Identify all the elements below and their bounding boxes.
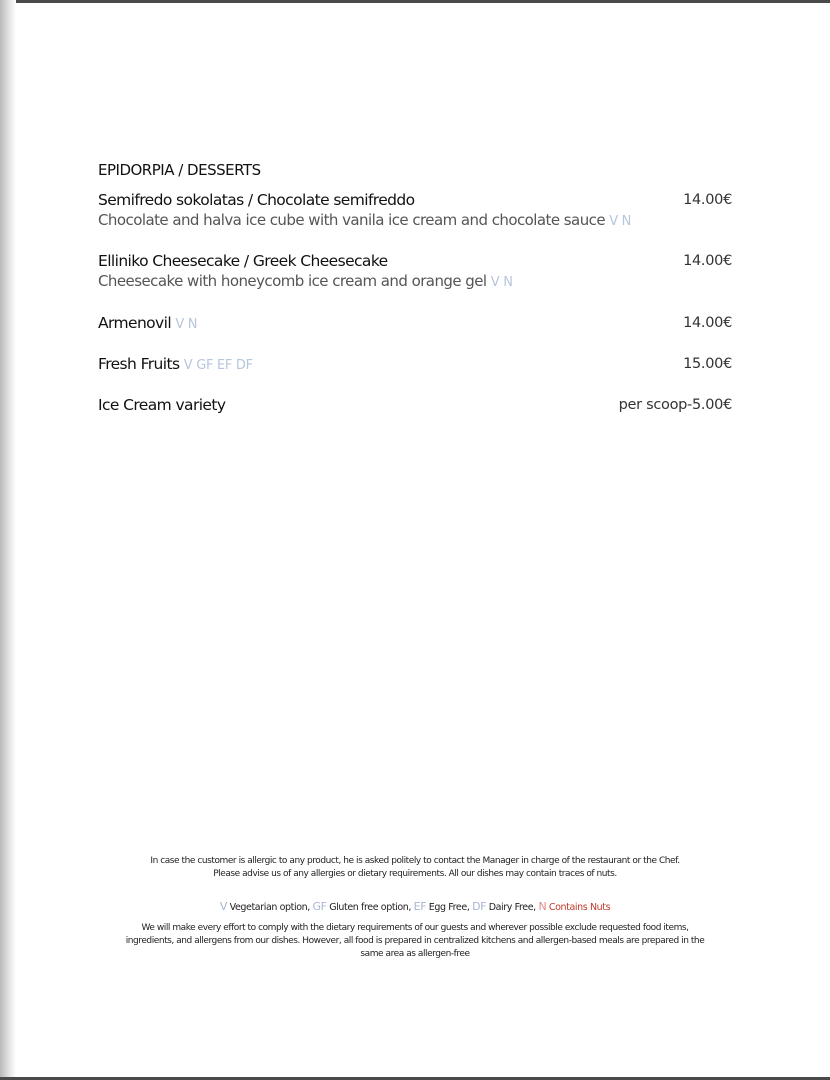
item-name: Armenovil (98, 314, 172, 332)
item-name-line (98, 313, 732, 335)
item-name: Ice Cream variety (98, 396, 226, 414)
top-border (0, 0, 830, 3)
item-price: per scoop-5.00€ (618, 397, 732, 413)
item-price: 14.00€ (683, 192, 732, 208)
kitchen-notice-line: ingredients, and allergens from our dishes. However, all food is prepared in centralized kitchens and allergen-based meals are prepared in the (125, 936, 705, 946)
legend-abbr-df: DF (472, 900, 487, 913)
menu-item (98, 395, 732, 415)
allergen-footer (90, 855, 740, 961)
legend-abbr-n: N (538, 900, 547, 913)
dietary-tags: V GF EF DF (183, 358, 253, 373)
item-price: 15.00€ (683, 356, 732, 372)
kitchen-notice (90, 922, 740, 961)
dietary-tags: V N (609, 214, 632, 229)
kitchen-notice-line: same area as allergen-free (360, 949, 470, 959)
legend-label-v: Vegetarian option, (229, 902, 310, 913)
legend-label-gf: Gluten free option, (329, 902, 412, 913)
page-edge-shadow (0, 0, 16, 1080)
menu-item (98, 190, 732, 232)
legend-abbr-ef: EF (413, 900, 427, 913)
legend-abbr-v: V (219, 900, 227, 913)
menu-item (98, 251, 732, 293)
dietary-tags: V N (175, 317, 198, 332)
item-name: Elliniko Cheesecake / Greek Cheesecake (98, 252, 388, 270)
item-name: Semifredo sokolatas / Chocolate semifreddo (98, 191, 415, 209)
dessert-menu (98, 160, 732, 415)
item-description-text: Cheesecake with honeycomb ice cream and orange gel (98, 272, 487, 290)
kitchen-notice-line: We will make every effort to comply with the dietary requirements of our guests and wherever possible exclude requested food items, (141, 923, 689, 933)
dietary-tags: V N (490, 275, 513, 290)
legend-label-n: Contains Nuts (548, 902, 611, 913)
item-description (98, 210, 732, 232)
item-description (98, 271, 732, 293)
legend-label-df: Dairy Free, (488, 902, 536, 913)
item-name-line (98, 354, 732, 376)
legend-label-ef: Egg Free, (428, 902, 470, 913)
item-description-text: Chocolate and halva ice cube with vanila ice cream and chocolate sauce (98, 211, 606, 229)
item-name: Fresh Fruits (98, 355, 180, 373)
item-price: 14.00€ (683, 253, 732, 269)
dietary-legend (90, 900, 740, 915)
legend-abbr-gf: GF (312, 900, 327, 913)
section-title: EPIDORPIA / DESSERTS (98, 161, 261, 179)
allergy-notice-line: In case the customer is allergic to any product, he is asked politely to contact the Manager in charge of the restaurant or the Chef. (150, 856, 680, 866)
menu-item (98, 313, 732, 335)
menu-item (98, 354, 732, 376)
item-price: 14.00€ (683, 315, 732, 331)
allergy-notice-line: Please advise us of any allergies or dietary requirements. All our dishes may contain traces of nuts. (213, 869, 617, 879)
